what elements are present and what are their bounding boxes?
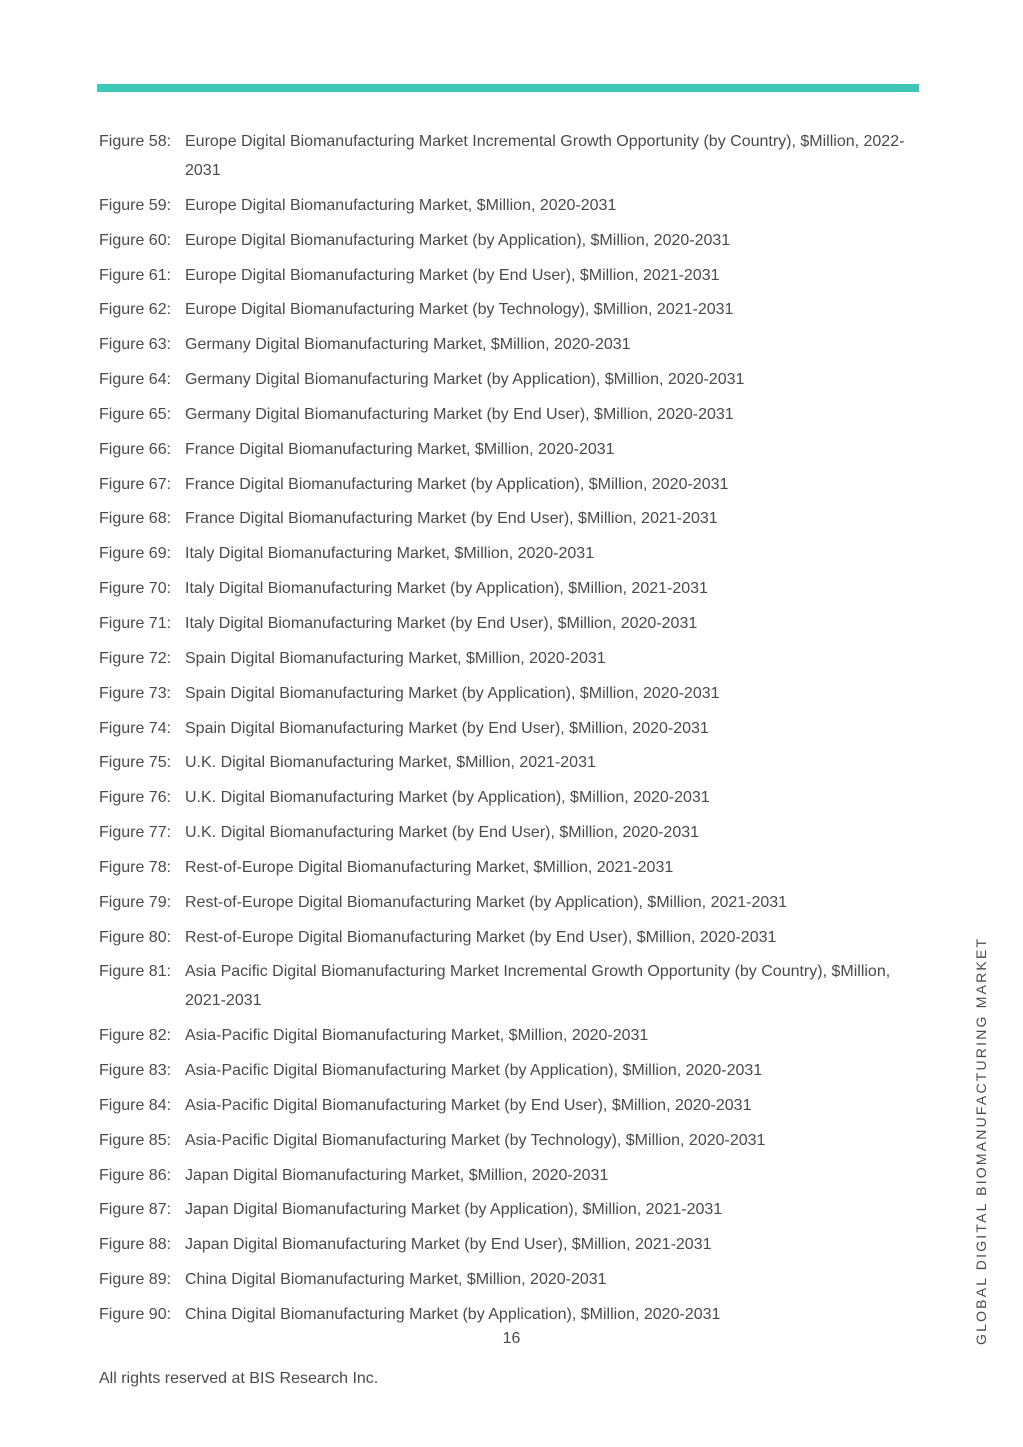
figure-number: Figure 60: xyxy=(99,231,172,249)
figure-list-item xyxy=(99,923,919,952)
figure-title: Germany Digital Biomanufacturing Market (by End User), $Million, 2020-2031 xyxy=(185,405,734,423)
figure-number: Figure 82: xyxy=(99,1027,172,1045)
figure-list-item xyxy=(99,1300,919,1329)
figure-title: Japan Digital Biomanufacturing Market (by Application), $Million, 2021-2031 xyxy=(185,1201,723,1219)
figure-title: Asia-Pacific Digital Biomanufacturing Market, $Million, 2020-2031 xyxy=(185,1027,649,1045)
figure-number: Figure 90: xyxy=(99,1306,172,1323)
figure-title: Rest-of-Europe Digital Biomanufacturing Market (by End User), $Million, 2020-2031 xyxy=(185,928,777,946)
figure-list-item xyxy=(99,365,919,394)
figure-number: Figure 67: xyxy=(99,475,172,493)
figure-number: Figure 75: xyxy=(99,754,172,772)
figure-list-item xyxy=(99,470,919,499)
figure-title: Spain Digital Biomanufacturing Market, $Million, 2020-2031 xyxy=(185,649,606,667)
figure-title: Rest-of-Europe Digital Biomanufacturing Market (by Application), $Million, 2021-2031 xyxy=(185,893,788,911)
figure-number: Figure 74: xyxy=(99,719,172,737)
figure-number: Figure 72: xyxy=(99,649,172,667)
figure-number: Figure 70: xyxy=(99,580,172,598)
figure-number: Figure 76: xyxy=(99,789,172,807)
figure-number: Figure 71: xyxy=(99,614,172,632)
figure-title: U.K. Digital Biomanufacturing Market (by End User), $Million, 2020-2031 xyxy=(185,824,700,842)
figure-number: Figure 64: xyxy=(99,371,172,389)
figure-number: Figure 81: xyxy=(99,963,172,981)
figure-list-item xyxy=(99,818,919,847)
figure-list-item xyxy=(99,191,919,220)
figure-list-item xyxy=(99,127,919,185)
figure-list-item xyxy=(99,226,919,255)
figure-list-item xyxy=(99,330,919,359)
figure-title: Spain Digital Biomanufacturing Market (by End User), $Million, 2020-2031 xyxy=(185,719,709,737)
figure-title: Germany Digital Biomanufacturing Market, $Million, 2020-2031 xyxy=(185,336,631,354)
figure-title: China Digital Biomanufacturing Market (by Application), $Million, 2020-2031 xyxy=(185,1306,721,1323)
figure-title: France Digital Biomanufacturing Market (by Application), $Million, 2020-2031 xyxy=(185,475,729,493)
figure-list-item xyxy=(99,400,919,429)
figure-number: Figure 87: xyxy=(99,1201,172,1219)
figure-number: Figure 83: xyxy=(99,1062,172,1080)
figure-number: Figure 85: xyxy=(99,1131,172,1149)
figure-title: China Digital Biomanufacturing Market, $Million, 2020-2031 xyxy=(185,1271,607,1289)
figure-title: Italy Digital Biomanufacturing Market, $Million, 2020-2031 xyxy=(185,545,595,563)
figure-list-item xyxy=(99,295,919,324)
figure-list-item xyxy=(99,1021,919,1050)
figure-list-item xyxy=(99,1126,919,1155)
figure-list-item xyxy=(99,574,919,603)
figure-title: Japan Digital Biomanufacturing Market (by End User), $Million, 2021-2031 xyxy=(185,1236,712,1254)
figure-title: U.K. Digital Biomanufacturing Market (by Application), $Million, 2020-2031 xyxy=(185,789,710,807)
figure-list-item xyxy=(99,783,919,812)
page-number: 16 xyxy=(502,1330,521,1347)
figure-title: Japan Digital Biomanufacturing Market, $Million, 2020-2031 xyxy=(185,1166,609,1184)
figure-title: Asia-Pacific Digital Biomanufacturing Market (by End User), $Million, 2020-2031 xyxy=(185,1096,752,1114)
figure-title: U.K. Digital Biomanufacturing Market, $Million, 2021-2031 xyxy=(185,754,596,772)
figure-number: Figure 88: xyxy=(99,1236,172,1254)
figure-number: Figure 68: xyxy=(99,510,172,528)
figure-list-item xyxy=(99,504,919,533)
figure-number: Figure 62: xyxy=(99,301,172,319)
figure-list-item xyxy=(99,1161,919,1190)
figure-list-item xyxy=(99,1265,919,1294)
figure-title: Asia Pacific Digital Biomanufacturing Market Incremental Growth Opportunity (by Country), $Million, 2021-2031 xyxy=(185,963,891,1010)
figure-number: Figure 86: xyxy=(99,1166,172,1184)
side-report-title: GLOBAL DIGITAL BIOMANUFACTURING MARKET xyxy=(973,936,989,1345)
figure-number: Figure 61: xyxy=(99,266,172,284)
figure-number: Figure 73: xyxy=(99,684,172,702)
figure-number: Figure 58: xyxy=(99,133,172,150)
figure-title: Asia-Pacific Digital Biomanufacturing Market (by Application), $Million, 2020-2031 xyxy=(185,1062,763,1080)
figure-list-item xyxy=(99,1091,919,1120)
figure-list-item xyxy=(99,644,919,673)
footer-copyright: All rights reserved at BIS Research Inc. xyxy=(99,1370,379,1387)
top-accent-rule xyxy=(97,84,919,92)
figure-number: Figure 66: xyxy=(99,440,172,458)
figure-list-item xyxy=(99,435,919,464)
figure-number: Figure 80: xyxy=(99,928,172,946)
figure-list-item xyxy=(99,1195,919,1224)
figure-list-item xyxy=(99,888,919,917)
figure-number: Figure 65: xyxy=(99,405,172,423)
figure-list-item xyxy=(99,714,919,743)
figure-title: France Digital Biomanufacturing Market, $Million, 2020-2031 xyxy=(185,440,615,458)
figure-title: Europe Digital Biomanufacturing Market, $Million, 2020-2031 xyxy=(185,196,617,214)
figure-title: Spain Digital Biomanufacturing Market (by Application), $Million, 2020-2031 xyxy=(185,684,720,702)
figure-number: Figure 63: xyxy=(99,336,172,354)
figure-number: Figure 69: xyxy=(99,545,172,563)
figure-list-item xyxy=(99,1230,919,1259)
figure-title: Europe Digital Biomanufacturing Market (by End User), $Million, 2021-2031 xyxy=(185,266,720,284)
figure-list-item xyxy=(99,853,919,882)
figure-list-item xyxy=(99,679,919,708)
figure-title: Europe Digital Biomanufacturing Market (by Application), $Million, 2020-2031 xyxy=(185,231,731,249)
figure-list-item xyxy=(99,609,919,638)
figure-title: Europe Digital Biomanufacturing Market (by Technology), $Million, 2021-2031 xyxy=(185,301,734,319)
figure-list-item xyxy=(99,261,919,290)
figure-title: Europe Digital Biomanufacturing Market Incremental Growth Opportunity (by Country), $Million, 2022-2031 xyxy=(185,133,905,179)
figure-number: Figure 89: xyxy=(99,1271,172,1289)
figure-title: Rest-of-Europe Digital Biomanufacturing Market, $Million, 2021-2031 xyxy=(185,858,674,876)
figure-title: Germany Digital Biomanufacturing Market (by Application), $Million, 2020-2031 xyxy=(185,371,745,389)
figure-title: France Digital Biomanufacturing Market (by End User), $Million, 2021-2031 xyxy=(185,510,718,528)
figure-title: Italy Digital Biomanufacturing Market (by Application), $Million, 2021-2031 xyxy=(185,580,708,598)
figure-list-item xyxy=(99,957,919,1015)
figure-number: Figure 77: xyxy=(99,824,172,842)
figure-number: Figure 78: xyxy=(99,858,172,876)
figure-number: Figure 59: xyxy=(99,196,172,214)
figure-list-item xyxy=(99,1056,919,1085)
figure-list-item xyxy=(99,539,919,568)
list-of-figures xyxy=(99,127,919,1335)
figure-list-item xyxy=(99,748,919,777)
figure-number: Figure 79: xyxy=(99,893,172,911)
figure-title: Italy Digital Biomanufacturing Market (by End User), $Million, 2020-2031 xyxy=(185,614,698,632)
figure-number: Figure 84: xyxy=(99,1096,172,1114)
figure-title: Asia-Pacific Digital Biomanufacturing Market (by Technology), $Million, 2020-2031 xyxy=(185,1131,766,1149)
